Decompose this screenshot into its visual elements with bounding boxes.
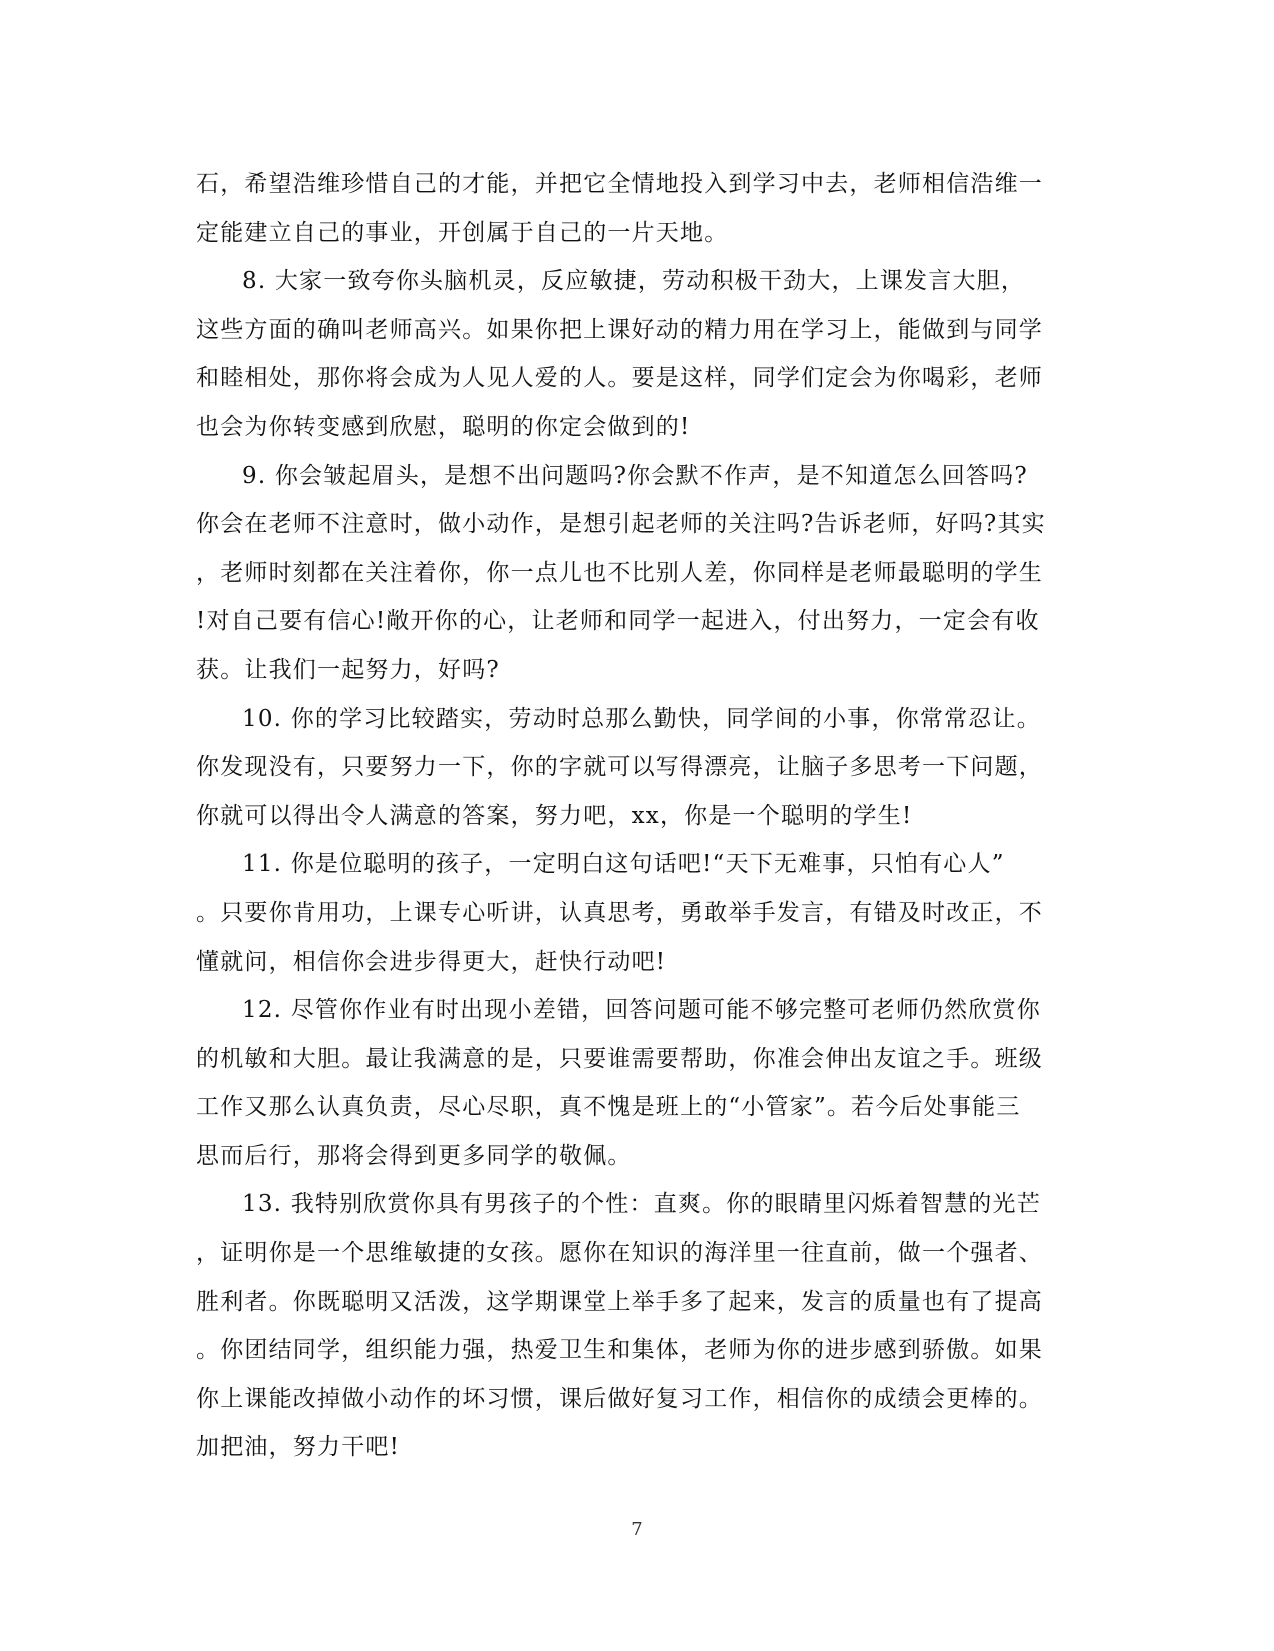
text-line: 。你团结同学，组织能力强，热爱卫生和集体，老师为你的进步感到骄傲。如果 <box>196 1337 1043 1364</box>
text-line: 你就可以得出令人满意的答案，努力吧，xx，你是一个聪明的学生! <box>196 802 913 829</box>
page-number: 7 <box>631 1519 643 1540</box>
document-body <box>196 160 1076 1472</box>
text-line: 和睦相处，那你将会成为人见人爱的人。要是这样，同学们定会为你喝彩，老师 <box>196 365 1043 392</box>
text-line: 你会在老师不注意时，做小动作，是想引起老师的关注吗?告诉老师，好吗?其实 <box>196 511 1046 538</box>
text-line: 13. 我特别欣赏你具有男孩子的个性：直爽。你的眼睛里闪烁着智慧的光芒 <box>242 1191 1041 1218</box>
text-line: ，老师时刻都在关注着你，你一点儿也不比别人差，你同样是老师最聪明的学生 <box>196 559 1043 586</box>
text-line: 工作又那么认真负责，尽心尽职，真不愧是班上的“小管家”。若今后处事能三 <box>196 1094 1021 1121</box>
text-line: 8. 大家一致夸你头脑机灵，反应敏捷，劳动积极干劲大，上课发言大胆， <box>242 268 1026 295</box>
text-line: 获。让我们一起努力，好吗? <box>196 656 500 683</box>
text-line: 也会为你转变感到欣慰，聪明的你定会做到的! <box>196 413 691 440</box>
text-line: 9. 你会皱起眉头，是想不出问题吗?你会默不作声，是不知道怎么回答吗? <box>242 462 1028 489</box>
text-line: 定能建立自己的事业，开创属于自己的一片天地。 <box>196 219 729 246</box>
text-line: 这些方面的确叫老师高兴。如果你把上课好动的精力用在学习上，能做到与同学 <box>196 316 1043 343</box>
text-line: ，证明你是一个思维敏捷的女孩。愿你在知识的海洋里一往直前，做一个强者、 <box>196 1240 1043 1267</box>
text-line: 11. 你是位聪明的孩子，一定明白这句话吧!“天下无难事，只怕有心人” <box>242 851 1005 878</box>
text-line: 12. 尽管你作业有时出现小差错，回答问题可能不够完整可老师仍然欣赏你 <box>242 997 1041 1024</box>
text-line: 石，希望浩维珍惜自己的才能，并把它全情地投入到学习中去，老师相信浩维一 <box>196 171 1043 197</box>
text-line: 你发现没有，只要努力一下，你的字就可以写得漂亮，让脑子多思考一下问题， <box>196 754 1043 781</box>
text-line: 。只要你肯用功，上课专心听讲，认真思考，勇敢举手发言，有错及时改正，不 <box>196 899 1043 926</box>
text-line: 的机敏和大胆。最让我满意的是，只要谁需要帮助，你准会伸出友谊之手。班级 <box>196 1045 1043 1072</box>
text-line: !对自己要有信心!敞开你的心，让老师和同学一起进入，付出努力，一定会有收 <box>196 608 1040 635</box>
text-line: 思而后行，那将会得到更多同学的敬佩。 <box>196 1142 632 1169</box>
text-line: 你上课能改掉做小动作的坏习惯，课后做好复习工作，相信你的成绩会更棒的。 <box>196 1385 1043 1412</box>
text-line: 10. 你的学习比较踏实，劳动时总那么勤快，同学间的小事，你常常忍让。 <box>242 705 1041 732</box>
text-line: 胜利者。你既聪明又活泼，这学期课堂上举手多了起来，发言的质量也有了提高 <box>196 1288 1043 1315</box>
text-line: 懂就问，相信你会进步得更大，赶快行动吧! <box>196 948 667 975</box>
text-line: 加把油，努力干吧! <box>196 1434 401 1461</box>
